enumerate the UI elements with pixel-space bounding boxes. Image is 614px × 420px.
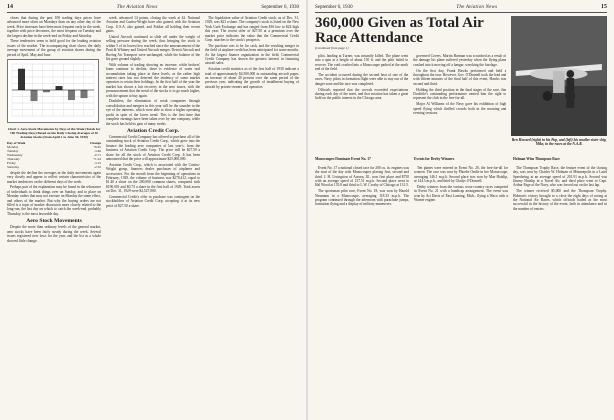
day-of-week-chart [7, 59, 99, 123]
paragraph: The winner received $5,000 and the Thompson Trophy. Holman's victory brought to a close the eight days of racing at the National Air Races, which officials hailed as the most successful in the history of the event, both in attendance and in the number of entries. [513, 189, 607, 211]
table-cell-change: -3.46 [93, 148, 101, 153]
table-cell-change: -0.71 [93, 152, 101, 157]
paragraph: pilot, landing at Turner, was instantly killed. The plane went into a spin at a height of about 150 ft. and the pilot failed to recover. The craft crashed into a Monocoupe parked at the north end of the field. [315, 54, 409, 72]
paragraph: The liquidation value of Aviation Credit stock, as of Dec. 31, 1929, was $23 a share. The company's stock is listed on the New York Curb Exchange and has ranged from $16 low to $24 high this year. The recent offer of $27.50 at a premium over the market price indicates the value that the Commercial Credit Corp. attaches to the stock's prospects. [205, 16, 299, 43]
left-page [0, 0, 306, 420]
table-cell-change: -2.52 [93, 164, 101, 169]
issue-date: September 6, 1930 [261, 5, 299, 10]
left-running-head [7, 4, 299, 13]
article-headline-block [315, 16, 506, 51]
paragraph: week, advanced 14 points, closing the week at 42. National Aviation and Curtiss-Wright have also gained, with the Aviation Corp. U.S.A. also gained, and Fokker all holding their recent gains. [106, 16, 200, 34]
right-page [308, 0, 614, 420]
table-cell-change: -3.15 [93, 160, 101, 165]
paragraph: despite the decline the averages in the daily movements again very closely and appear to reflect certain characteristics of the market tendencies on the different days of the week. [7, 170, 101, 184]
paragraph: The sportsman pilot race, Event No. 18, was won by Harold Neumann in a Monocoupe, averaging 118.33 m.p.h. The program continued through the afternoon with parachute jumps, formation flying and a display of military maneuvers. [315, 189, 409, 207]
paragraph: Perhaps part of the explanation may be found in the reluctance of individuals to think things over on Sunday, and to place on Monday orders that may not execute on Monday the same effect, and others of the market. But why the buying orders are not filled is a topic of market discussion more closely related to the long-run, the last day on which to catch the week-end, probably Thursday, is the most favorable day. [7, 185, 101, 216]
paragraph: governed Covers. Martin Burman was scratched as a result of the damage his plane suffered yesterday when the flying plane crashed into it moving off a hangar, wrecking the fuselage. [413, 54, 507, 67]
paragraph: Holding the third position in the final stages of the race, Jim Doolittle's outstanding performance earned him the right to represent the club in the free-for-all. [413, 87, 507, 101]
paragraph: On the first day, Frank Hawks performed and held a throughout the tour. However, Gov. O'Donnell took the lead and with fifteen minutes of the final half of this event, Hawks was second and third. [413, 68, 507, 86]
issue-date: September 6, 1930 [315, 5, 353, 10]
photo-caption: Ben Howard (right) in his Pup, and (left) his smaller sister ship, Mike, in the races at the N.A.R. [511, 138, 607, 147]
paragraph: Derby winners from the various cross-country races competed in Event No. 21 with a handicap arrangement. The event was won by Art Davis of East Lansing, Mich., flying a Waco with a Warner engine. [414, 184, 508, 203]
paragraph: With volume of trading showing no increase, while brokers' loans continue to decline, there is evidence of some real accumulation taking place at these levels, as the rather high interest rates has not deterred the tendency of some market operators to retain their holdings. In the first half of the year the market has shown a fair recovery in the aero issues, with the pronouncement that the trend of the stocks is to go much higher, with the upturn to buy again. [106, 62, 200, 98]
paragraph: The Thompson Trophy Race, the feature event of the closing day, was won by Charles W. Holman of Minneapolis in a Laird Speedwing at an average speed of 201.91 m.p.h. Second was Jimmy Haizlip in a Travel Air, and third place went to Capt. Arthur Page of the Navy, who was forced out on the last lap. [513, 165, 607, 188]
magazine-title: The Aviation News [116, 5, 158, 10]
section-heading: Holman Wins Thompson Race [513, 156, 560, 161]
paragraph: Commercial Credit Company has offered to purchase all of the outstanding stock of Aviation Credit Corp., which grew into the finance the leading aero companies of last year's, from the business of Aviation Credit Corp. The price will be $27.50 a share for all the stock of Aviation Credit Corp. It has been announced that the price will approximate $25,000,000. [106, 134, 200, 161]
race-airplane-photo [511, 16, 607, 136]
paragraph: Commercial Credit's offer to purchase was contingent on the stockholders of Aviation Credit Corp. accepting it at its new price of $27.50 a share. [106, 194, 200, 208]
paragraph: Despite the more than ordinary levels of the general market, aero stocks have been fairly steady during the week. Several issues registered new lows for the year, and the list as a whole showed little change. [7, 225, 101, 243]
paragraph: Aviation credit statistics as of the first half of 1930 indicate a total of approximately $4,500,000 in outstanding aircraft paper, an increase of about 40 percent over the same period of the previous year, indicating the growth of installment buying of aircraft by private owners and operators. [205, 67, 299, 89]
section-heading: Monocoupes Dominate Event No. 17 [315, 156, 371, 161]
right-bottom-column-2 [414, 152, 508, 213]
right-bottom-column-3 [513, 152, 607, 213]
paragraph: Major Al Williams of the Navy gave his exhibition of high speed flying which thrilled crowds both in the morning and evening sessions. [413, 102, 507, 116]
table-cell-day: Friday [7, 160, 16, 165]
paragraph: Officials reported that the crowds exceeded expectations during each day of the meet, and that aviation has taken a great hold on the public interest in the Chicago area. [315, 87, 409, 101]
paragraph: The accident occurred during the second heat of one of the races. Navy pilots in formation flight were able to stay out of the danger zone and the race was completed. [315, 73, 409, 86]
table-cell-day: Wednesday [7, 152, 23, 157]
paragraph: United Aircraft continued to slide off under the weight of selling pressure during the week, thus bringing the stock to within 5 of its lowest low reached since the announcement of the Pratt & Whitney and United Aircraft merger. Detroit Aircraft and Boeing Air Transport were unchanged, while the balance of the list gave ground slightly. [106, 35, 200, 62]
right-bottom-column-1 [315, 152, 409, 213]
table-cell-day: Thursday [7, 156, 20, 161]
section-heading: Events for Derby Winners [414, 156, 455, 161]
airplane-photo-illustration [511, 16, 607, 136]
continued-note: (Continued from page 1) [315, 46, 349, 50]
section-heading: Aero Stock Movements [26, 218, 82, 225]
paragraph: Aviation Credit Corp., which is associated with the Curtiss-Wright group, finances dealer purchases of airplanes and accessories. For the month from the beginning of operations in February, 1929, the volume of business was $278,412, equal to $1.40 a share on the 200,000 common shares, compared with $190,001 and $0.73 a share in the first half of 1929. Total assets on Dec. 31, 1929 were $2,527,000. [106, 162, 200, 194]
paragraph: Event No. 17 a national closed race for 200 cu. in. engines was the start of the day with Monocoupes placing first, second and third. J. H. Livingston of Aurora, Ill., won first place and $750 with an average speed of 137.51 m.p.h. Second place went to Hal Wood at 135.8 and third to L.W. Crosby of Chicago at 131.5. [315, 165, 409, 188]
chart-bar-saturday [81, 90, 88, 98]
paragraph: These tendencies seem to hold good for the leading aviation issues of the market. The accompanying chart shows the daily average movement of the group of aviation shares during the period of April, May and June. [7, 39, 101, 57]
left-column-3 [205, 16, 299, 420]
article-headline: 360,000 Given as Total Air Race Attendance [315, 15, 484, 46]
magazine-title: The Aviation News [456, 5, 498, 10]
table-cell-change: +6.65 [93, 144, 101, 149]
table-row [7, 165, 101, 169]
chart-bar-thursday [56, 86, 63, 90]
left-column-2 [106, 16, 200, 420]
chart-bar-monday [18, 69, 25, 90]
page-number: 14 [7, 4, 13, 10]
paragraph: The purchase was to be for cash, and the resulting merger in the field of airplane credit has been anticipated for some months. As the largest finance organization in the field, Commercial Credit Company has shown the greatest interest in financing aircraft sales. [205, 43, 299, 66]
table-cell-day: Monday [7, 144, 19, 149]
paragraph: Ten planes were entered in Event No. 20, the free-for-all for women. The race was won by Phoebe Omlie in her Monocoupe, averaging 146.1 m.p.h. Second place was won by Mae Haizlip, at 144.3 m.p.h., and third by Gladys O'Donnell. [414, 165, 508, 183]
right-lead-column-2 [413, 54, 506, 117]
table-cell-day: Tuesday [7, 148, 19, 153]
chart-bar-wednesday [43, 90, 50, 92]
table-cell-day: Day of Week [7, 140, 26, 145]
net-change-table [7, 141, 101, 169]
table-cell-day: Saturday [7, 164, 20, 169]
table-cell-change: +1.24 [93, 156, 101, 161]
right-lead-column-1 [315, 54, 408, 117]
chart-bar-friday [68, 90, 75, 100]
paragraph: closes that during the past 100 trading days prices have advanced more often on Mondays than on any other day of the week. Price increases have been most frequent early in the week, together with price decreases, the most frequent on Tuesday and the largest decline in the week-end on Friday and Saturday. [7, 16, 101, 38]
paragraph: Doubtless, the elimination of weak companies through consolidation and mergers in this year will be the sounder in the eye of the interests, which were able to show a higher operating profit in spite of the lower trend. This is the first time that complete earnings have been taken over by one company, while the stock has held its gain of many weeks. [106, 99, 200, 126]
table-cell-change: Change [89, 140, 101, 145]
section-heading: Aviation Credit Corp. [126, 127, 180, 134]
photo-block [511, 16, 607, 150]
right-running-head [315, 4, 607, 13]
chart-bar-tuesday [31, 90, 38, 101]
page-number: 15 [600, 4, 607, 10]
chart-caption: Chart 1. Aero Stock Movements by Days of the Week (Totals for 100 Trading Days) Based on the Daily Closing Averages of 10 Aviation Stocks (from April 1 to June 30, 1930) [7, 126, 101, 139]
left-column-1 [7, 16, 101, 420]
